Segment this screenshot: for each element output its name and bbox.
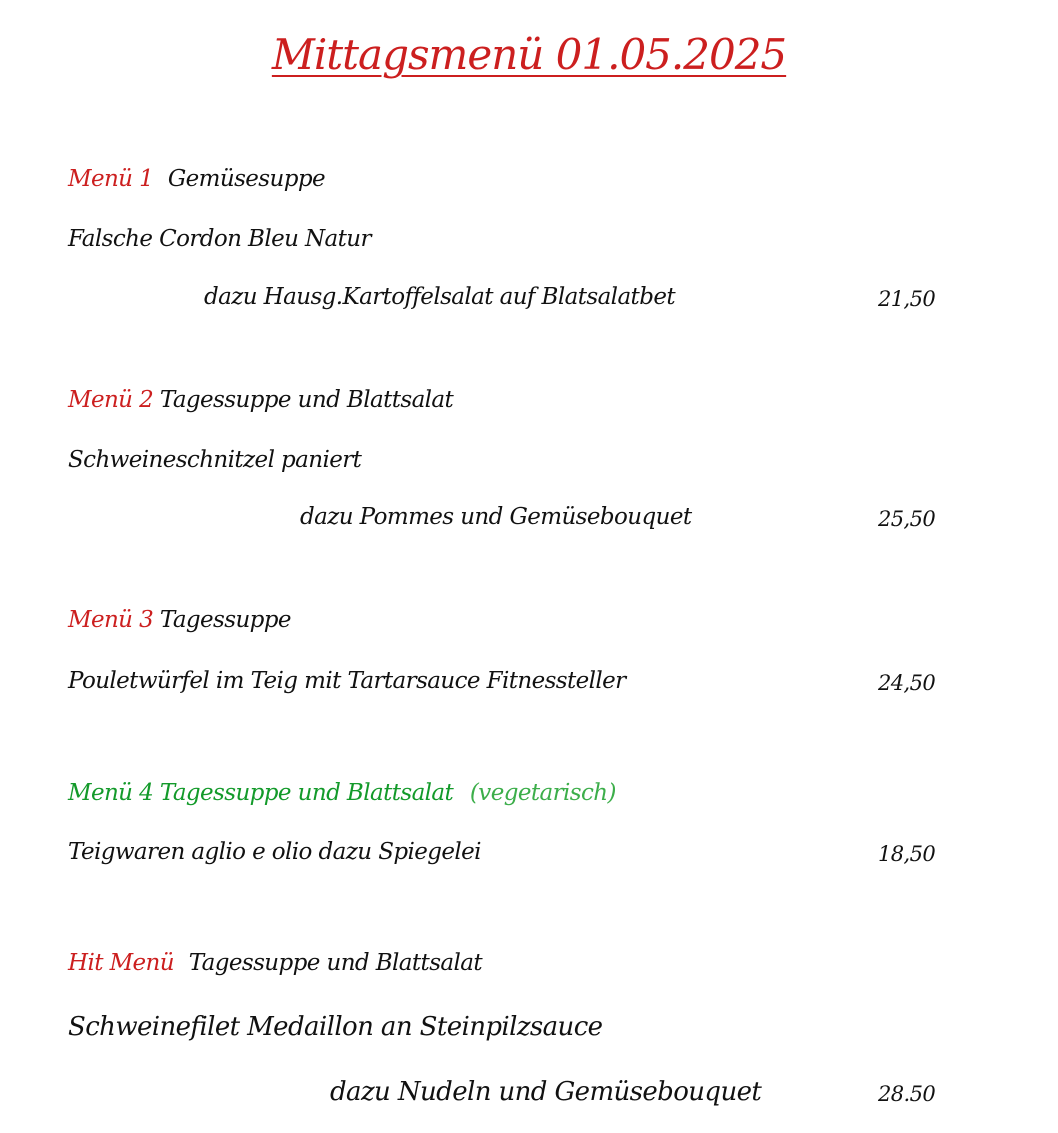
page-title: Mittagsmenü 01.05.2025 — [271, 30, 787, 79]
menu-2-dish: Schweineschnitzel paniert — [68, 447, 362, 473]
menu-4-starter: Tagessuppe und Blattsalat — [159, 780, 454, 806]
menu-1-starter: Gemüsesuppe — [167, 166, 325, 192]
hit-menu-side: dazu Nudeln und Gemüsebouquet — [330, 1077, 762, 1107]
menu-2-side: dazu Pommes und Gemüsebouquet — [300, 504, 692, 530]
hit-menu-starter: Tagessuppe und Blattsalat — [188, 950, 483, 976]
menu-4-header — [68, 780, 616, 806]
hit-menu-header — [68, 950, 482, 976]
menu-2-price: 25,50 — [878, 507, 936, 531]
menu-3-starter: Tagessuppe — [159, 607, 291, 633]
menu-1-label: Menü 1 — [68, 166, 154, 192]
menu-1-header — [68, 166, 325, 192]
menu-1-price: 21,50 — [878, 287, 936, 311]
menu-1-side: dazu Hausg.Kartoffelsalat auf Blatsalatbet — [204, 284, 675, 310]
menu-2-starter: Tagessuppe und Blattsalat — [159, 387, 454, 413]
menu-4-vegetarian-note: (vegetarisch) — [469, 780, 616, 806]
menu-4-price: 18,50 — [878, 842, 936, 866]
menu-2-header — [68, 387, 453, 413]
menu-3-label: Menü 3 — [68, 607, 154, 633]
hit-menu-price: 28.50 — [878, 1082, 936, 1106]
menu-3-header — [68, 607, 291, 633]
menu-2-label: Menü 2 — [68, 387, 154, 413]
menu-1-dish: Falsche Cordon Bleu Natur — [68, 226, 371, 252]
menu-4-label: Menü 4 — [68, 780, 154, 806]
menu-3-price: 24,50 — [878, 671, 936, 695]
menu-4-dish: Teigwaren aglio e olio dazu Spiegelei — [68, 839, 481, 865]
hit-menu-label: Hit Menü — [68, 950, 174, 976]
hit-menu-dish: Schweinefilet Medaillon an Steinpilzsauce — [68, 1012, 603, 1042]
menu-3-dish: Pouletwürfel im Teig mit Tartarsauce Fitnessteller — [68, 668, 626, 694]
